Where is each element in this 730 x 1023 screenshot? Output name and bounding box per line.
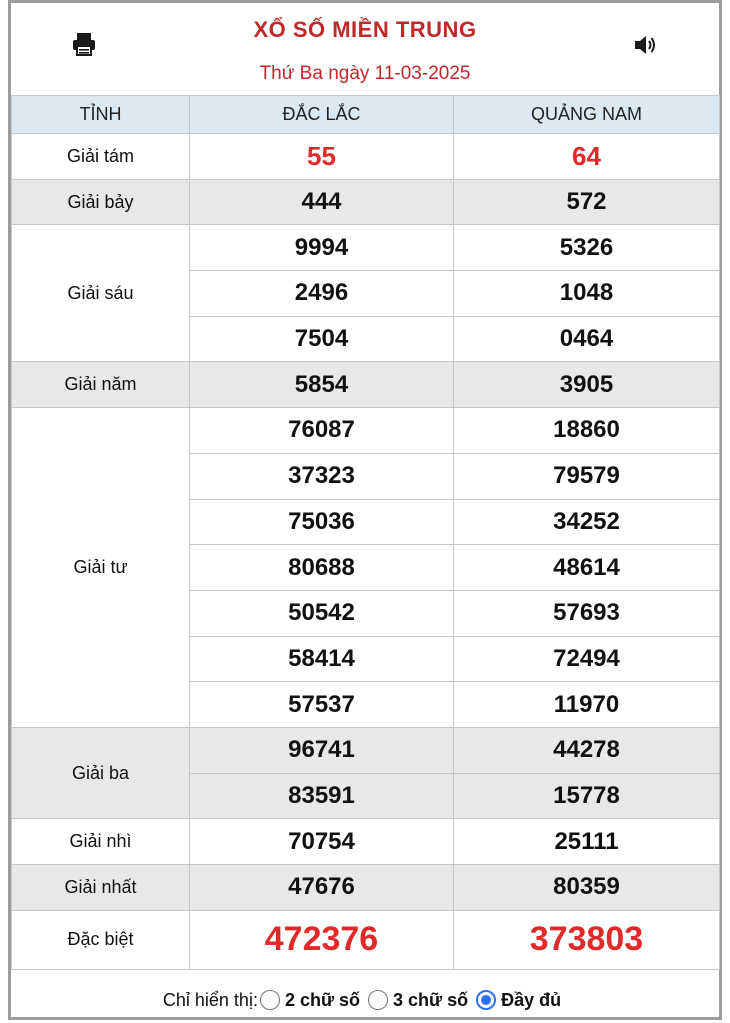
prize-number: 80359 bbox=[454, 865, 720, 911]
prize-number: 1048 bbox=[454, 271, 720, 317]
prize-number: 47676 bbox=[190, 865, 454, 911]
prize-number: 57693 bbox=[454, 590, 720, 636]
prize-number: 44278 bbox=[454, 727, 720, 773]
prize-number: 5854 bbox=[190, 362, 454, 408]
prize-label: Đặc biệt bbox=[12, 910, 190, 969]
prize-label: Giải tư bbox=[12, 408, 190, 728]
prize-number: 15778 bbox=[454, 773, 720, 819]
column-header-quang-nam: QUẢNG NAM bbox=[454, 96, 720, 134]
option-label: 3 chữ số bbox=[393, 989, 469, 1010]
prize-number: 3905 bbox=[454, 362, 720, 408]
special-prize-number: 373803 bbox=[454, 910, 720, 969]
page-title: XỔ SỐ MIỀN TRUNG bbox=[253, 17, 477, 42]
table-row bbox=[12, 819, 720, 865]
prize-number: 83591 bbox=[190, 773, 454, 819]
prize-number: 2496 bbox=[190, 271, 454, 317]
prize-number: 79579 bbox=[454, 453, 720, 499]
display-filter-label: Chỉ hiển thị: bbox=[162, 989, 258, 1010]
prize-label: Giải nhì bbox=[12, 819, 190, 865]
speaker-icon[interactable] bbox=[633, 33, 657, 57]
prize-label: Giải bảy bbox=[12, 179, 190, 225]
prize-number: 70754 bbox=[190, 819, 454, 865]
option-label: 2 chữ số bbox=[284, 989, 361, 1010]
prize-number: 75036 bbox=[190, 499, 454, 545]
radio-3-digits[interactable] bbox=[368, 990, 388, 1010]
prize-number: 18860 bbox=[454, 408, 720, 454]
option-3-digits[interactable] bbox=[368, 990, 474, 1011]
display-filter bbox=[11, 977, 719, 1023]
results-panel bbox=[8, 0, 722, 1020]
table-row bbox=[12, 910, 720, 969]
prize-number: 9994 bbox=[190, 225, 454, 271]
results-table bbox=[11, 95, 720, 970]
option-label: Đầy đủ bbox=[501, 989, 562, 1010]
prize-number: 0464 bbox=[454, 316, 720, 362]
prize-number: 57537 bbox=[190, 682, 454, 728]
prize-number: 96741 bbox=[190, 727, 454, 773]
radio-2-digits[interactable] bbox=[260, 990, 280, 1010]
prize-number: 5326 bbox=[454, 225, 720, 271]
table-row bbox=[12, 179, 720, 225]
prize-number: 50542 bbox=[190, 590, 454, 636]
prize-label: Giải tám bbox=[12, 134, 190, 180]
prize-number: 25111 bbox=[454, 819, 720, 865]
special-prize-number: 472376 bbox=[190, 910, 454, 969]
prize-number: 64 bbox=[454, 134, 720, 180]
option-2-digits[interactable] bbox=[260, 990, 366, 1011]
table-row bbox=[12, 362, 720, 408]
table-header-row bbox=[12, 96, 720, 134]
table-row bbox=[12, 225, 720, 271]
prize-number: 58414 bbox=[190, 636, 454, 682]
radio-full[interactable] bbox=[476, 990, 496, 1010]
table-row bbox=[12, 134, 720, 180]
prize-number: 37323 bbox=[190, 453, 454, 499]
draw-date: Thứ Ba ngày 11-03-2025 bbox=[259, 63, 471, 84]
prize-label: Giải năm bbox=[12, 362, 190, 408]
column-header-dac-lac: ĐẮC LẮC bbox=[190, 96, 454, 134]
prize-label: Giải sáu bbox=[12, 225, 190, 362]
table-row bbox=[12, 727, 720, 773]
prize-number: 34252 bbox=[454, 499, 720, 545]
prize-number: 572 bbox=[454, 179, 720, 225]
option-full[interactable] bbox=[476, 990, 567, 1011]
prize-number: 80688 bbox=[190, 545, 454, 591]
prize-number: 76087 bbox=[190, 408, 454, 454]
prize-label: Giải nhất bbox=[12, 865, 190, 911]
prize-label: Giải ba bbox=[12, 727, 190, 818]
table-row bbox=[12, 408, 720, 454]
column-header-province: TỈNH bbox=[12, 96, 190, 134]
table-row bbox=[12, 865, 720, 911]
prize-number: 444 bbox=[190, 179, 454, 225]
prize-number: 11970 bbox=[454, 682, 720, 728]
results-header bbox=[11, 3, 719, 95]
prize-number: 72494 bbox=[454, 636, 720, 682]
prize-number: 7504 bbox=[190, 316, 454, 362]
prize-number: 55 bbox=[190, 134, 454, 180]
prize-number: 48614 bbox=[454, 545, 720, 591]
